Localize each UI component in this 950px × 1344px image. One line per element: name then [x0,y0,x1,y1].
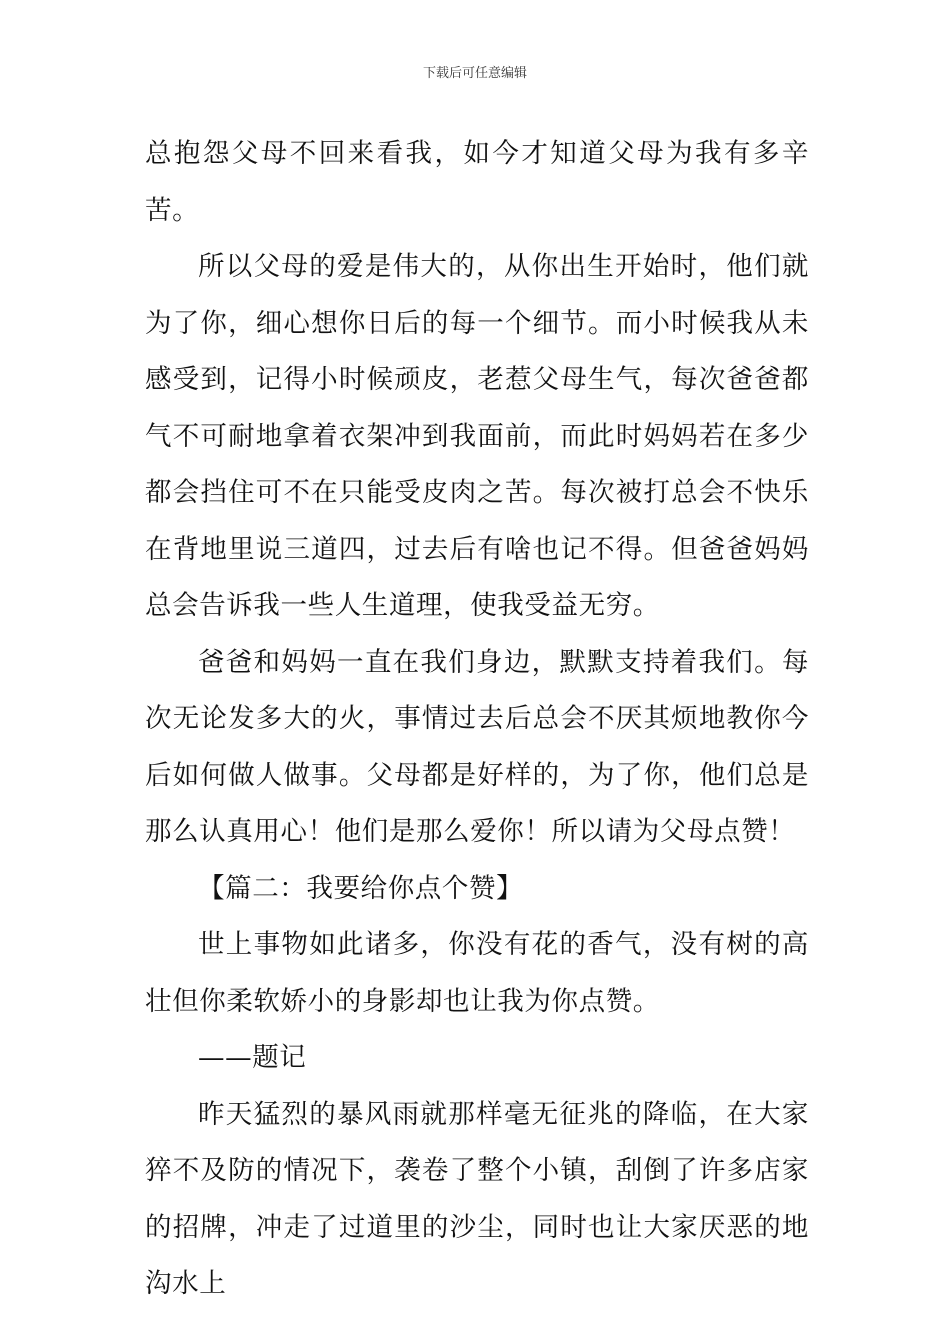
paragraph-2: 所以父母的爱是伟大的，从你出生开始时，他们就为了你，细心想你日后的每一个细节。而小时候我从未感受到，记得小时候顽皮，老惹父母生气，每次爸爸都气不可耐地拿着衣架冲到我面前，而此时妈妈若在多少都会挡住可不在只能受皮肉之苦。每次被打总会不快乐在背地里说三道四，过去后有啥也记不得。但爸爸妈妈总会告诉我一些人生道理，使我受益无穷。 [145,251,809,621]
epigraph: 世上事物如此诸多，你没有花的香气，没有树的高壮但你柔软娇小的身影却也让我为你点赞。 [145,929,809,1017]
page-header: 下载后可任意编辑 [422,66,527,81]
document-body [145,126,809,1313]
paragraph-4: 昨天猛烈的暴风雨就那样毫无征兆的降临，在大家猝不及防的情况下，袭卷了整个小镇，刮倒了许多店家的招牌，冲走了过道里的沙尘，同时也让大家厌恶的地沟水上 [145,1098,809,1299]
epigraph-attribution: ——题记 [198,1042,307,1073]
section-heading: 【篇二：我要给你点个赞】 [198,872,524,904]
paragraph-1: 总抱怨父母不回来看我，如今才知道父母为我有多辛苦。 [145,138,809,226]
paragraph-3: 爸爸和妈妈一直在我们身边，默默支持着我们。每次无论发多大的火，事情过去后总会不厌其烦地教你今后如何做人做事。父母都是好样的，为了你，他们总是那么认真用心！他们是那么爱你！所以请为父母点赞！ [145,646,809,847]
